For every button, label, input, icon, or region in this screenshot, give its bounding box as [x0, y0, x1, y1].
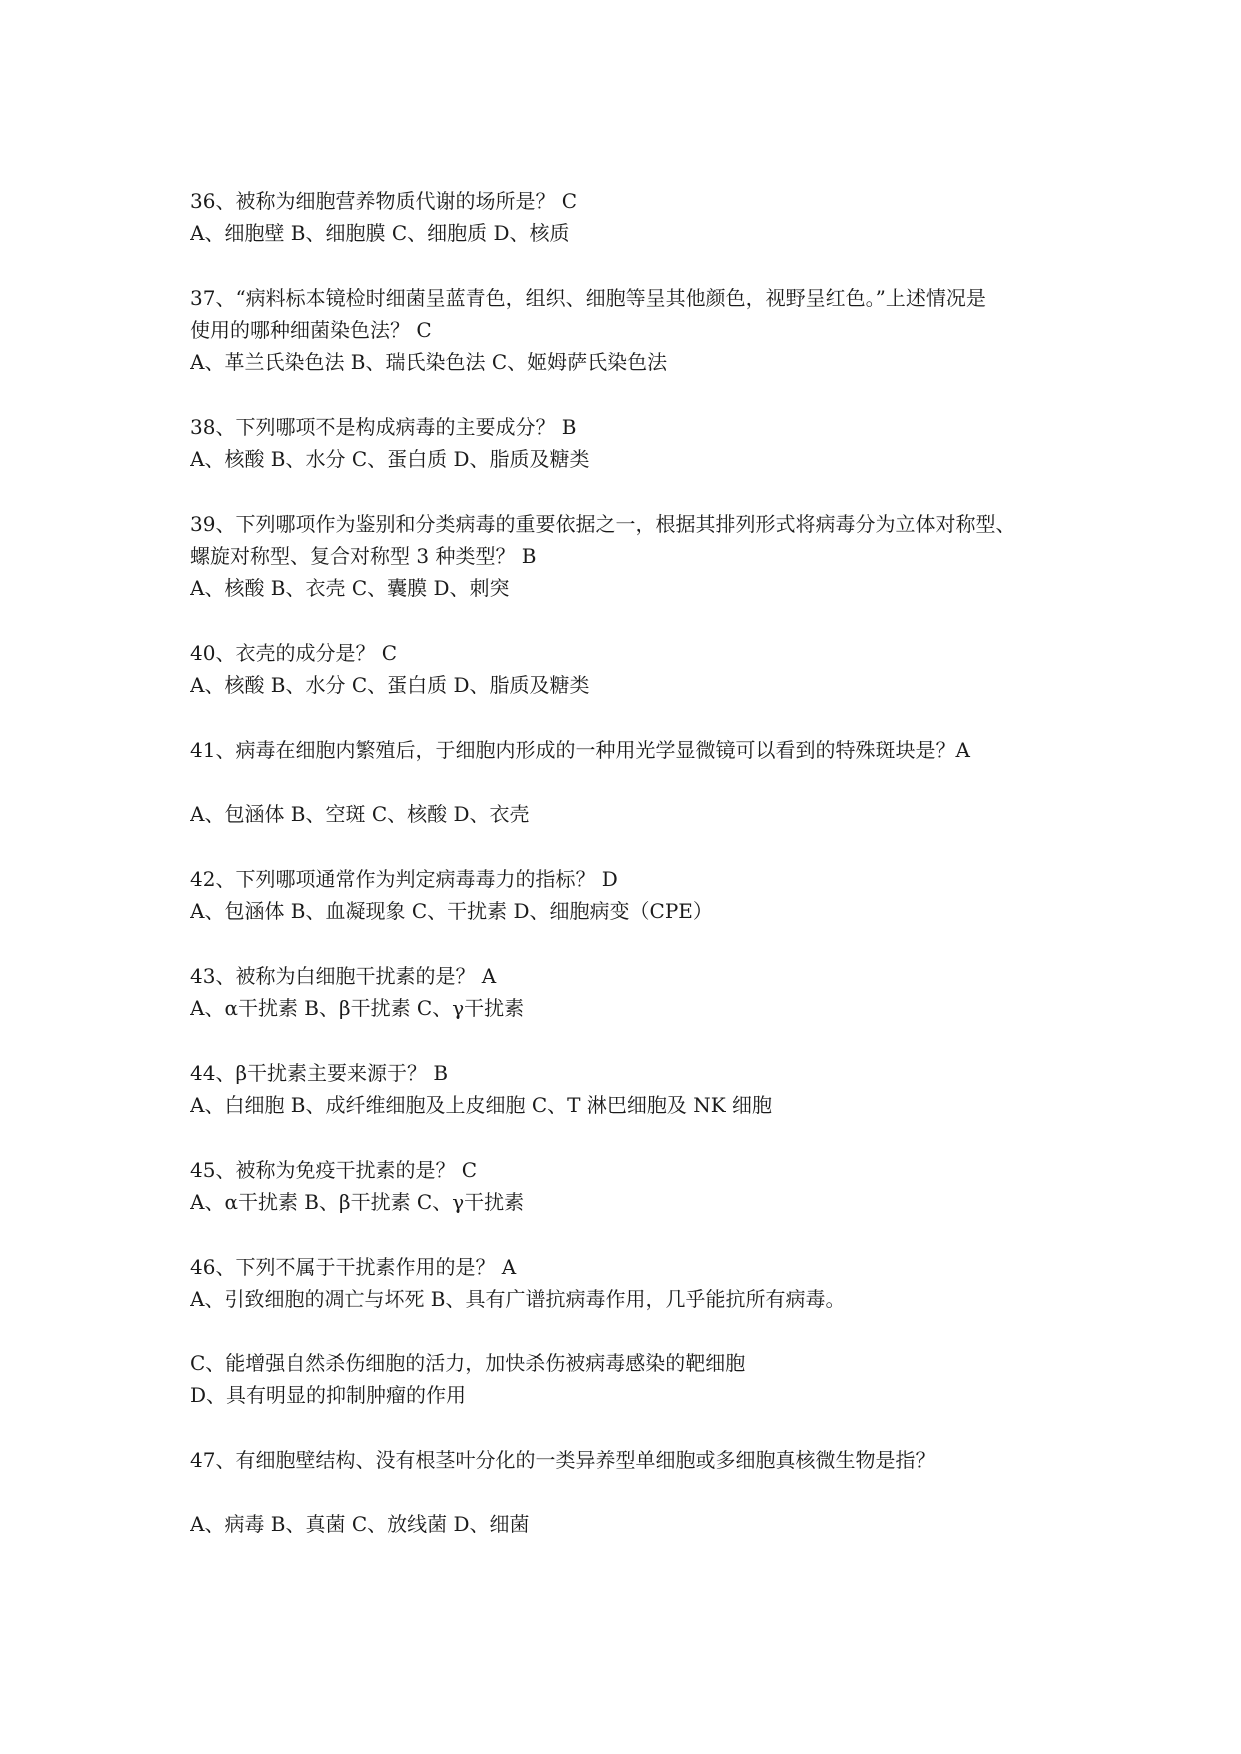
blank-line — [190, 766, 1070, 798]
spacer — [190, 830, 1070, 863]
document-page — [190, 185, 1070, 1540]
question-line: A、革兰氏染色法 B、瑞氏染色法 C、姬姆萨氏染色法 — [190, 350, 668, 374]
question-block — [190, 863, 1070, 927]
question-block — [190, 1154, 1070, 1218]
question-text: 47、有细胞壁结构、没有根茎叶分化的一类异养型单细胞或多细胞真核微生物是指？ — [190, 1448, 936, 1472]
spacer — [190, 927, 1070, 960]
question-line: A、核酸 B、水分 C、蛋白质 D、脂质及糖类 — [190, 673, 590, 697]
question-block — [190, 734, 1070, 830]
question-text: 42、下列哪项通常作为判定病毒毒力的指标？ D — [190, 867, 618, 891]
question-text: 43、被称为白细胞干扰素的是？ A — [190, 964, 497, 988]
question-block — [190, 282, 1070, 378]
question-text: 39、下列哪项作为鉴别和分类病毒的重要依据之一，根据其排列形式将病毒分为立体对称型、 — [190, 512, 1016, 536]
question-line: A、α干扰素 B、β干扰素 C、γ干扰素 — [190, 996, 525, 1020]
question-block — [190, 637, 1070, 701]
question-block — [190, 960, 1070, 1024]
spacer — [190, 1121, 1070, 1154]
question-text: 44、β干扰素主要来源于？ B — [190, 1061, 449, 1085]
question-block — [190, 411, 1070, 475]
question-block — [190, 1251, 1070, 1411]
question-text: 38、下列哪项不是构成病毒的主要成分？ B — [190, 415, 577, 439]
question-line: C、能增强自然杀伤细胞的活力，加快杀伤被病毒感染的靶细胞 — [190, 1351, 746, 1375]
question-text: 41、病毒在细胞内繁殖后，于细胞内形成的一种用光学显微镜可以看到的特殊斑块是？A — [190, 738, 970, 762]
question-line: A、核酸 B、水分 C、蛋白质 D、脂质及糖类 — [190, 447, 590, 471]
question-text: 40、衣壳的成分是？ C — [190, 641, 398, 665]
question-line: A、包涵体 B、血凝现象 C、干扰素 D、细胞病变（CPE） — [190, 899, 713, 923]
spacer — [190, 701, 1070, 734]
question-line: A、包涵体 B、空斑 C、核酸 D、衣壳 — [190, 802, 530, 826]
spacer — [190, 378, 1070, 411]
question-block — [190, 185, 1070, 249]
question-line: 使用的哪种细菌染色法？ C — [190, 318, 432, 342]
question-line: 螺旋对称型、复合对称型 3 种类型？ B — [190, 544, 537, 568]
question-block — [190, 508, 1070, 604]
blank-line — [190, 1315, 1070, 1347]
question-line: A、白细胞 B、成纤维细胞及上皮细胞 C、T 淋巴细胞及 NK 细胞 — [190, 1093, 773, 1117]
spacer — [190, 249, 1070, 282]
blank-line — [190, 1476, 1070, 1508]
question-text: 36、被称为细胞营养物质代谢的场所是？ C — [190, 189, 578, 213]
spacer — [190, 604, 1070, 637]
question-block — [190, 1057, 1070, 1121]
spacer — [190, 1024, 1070, 1057]
spacer — [190, 475, 1070, 508]
question-block — [190, 1444, 1070, 1540]
question-text: 37、“病料标本镜检时细菌呈蓝青色，组织、细胞等呈其他颜色，视野呈红色。”上述情况是 — [190, 286, 986, 310]
question-text: 45、被称为免疫干扰素的是？ C — [190, 1158, 478, 1182]
question-line: A、引致细胞的凋亡与坏死 B、具有广谱抗病毒作用，几乎能抗所有病毒。 — [190, 1287, 846, 1311]
question-text: 46、下列不属于干扰素作用的是？ A — [190, 1255, 517, 1279]
question-line: A、细胞壁 B、细胞膜 C、细胞质 D、核质 — [190, 221, 570, 245]
question-line: A、病毒 B、真菌 C、放线菌 D、细菌 — [190, 1512, 530, 1536]
spacer — [190, 1411, 1070, 1444]
spacer — [190, 1218, 1070, 1251]
question-line: A、α干扰素 B、β干扰素 C、γ干扰素 — [190, 1190, 525, 1214]
question-line: A、核酸 B、衣壳 C、囊膜 D、刺突 — [190, 576, 510, 600]
question-line: D、具有明显的抑制肿瘤的作用 — [190, 1383, 467, 1407]
